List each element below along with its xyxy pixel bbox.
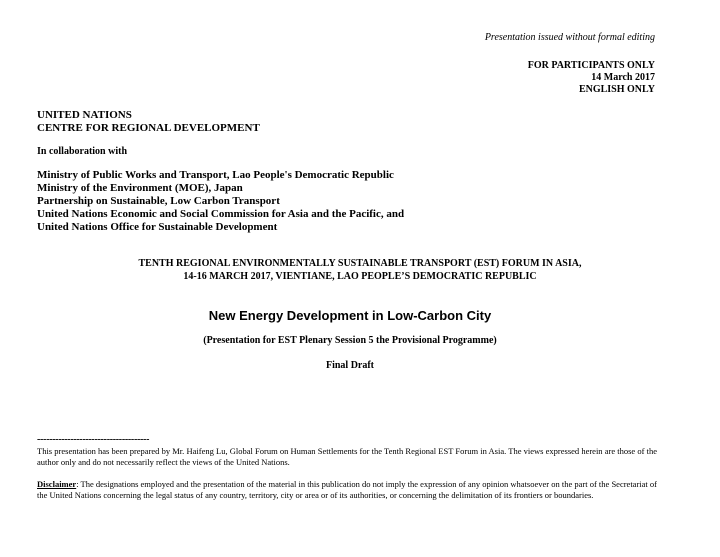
partners-list — [37, 169, 404, 234]
prepared-by-note: This presentation has been prepared by Mr. Haifeng Lu, Global Forum on Human Settlements for the Tenth Regional EST Forum in Asia. The views expressed herein are those of the author only and do not necessarily reflect the views of the United Nations. — [37, 446, 657, 467]
organization-line-2: CENTRE FOR REGIONAL DEVELOPMENT — [37, 122, 260, 134]
collaboration-label: In collaboration with — [37, 146, 128, 157]
partner-item: Partnership on Sustainable, Low Carbon Transport — [37, 195, 280, 207]
organization-line-1: UNITED NATIONS — [37, 109, 132, 121]
footnote-separator: ------------------------------------- — [37, 434, 150, 445]
disclaimer-text: : The designations employed and the presentation of the material in this publication do not imply the expression of any opinion whatsoever on the part of the Secretariat of the United Nations concerning the legal status of any country, territory, city or area or of its authorities, or concerning the delimitation of its frontiers or boundaries. — [37, 479, 657, 500]
presentation-subtitle: (Presentation for EST Plenary Session 5 the Provisional Programme) — [203, 335, 497, 346]
organization-block — [37, 109, 260, 135]
distribution-block — [528, 60, 655, 96]
draft-status: Final Draft — [325, 360, 375, 371]
disclaimer-paragraph — [37, 479, 657, 501]
editing-note: Presentation issued without formal editing — [484, 32, 655, 43]
document-date: 14 March 2017 — [591, 72, 655, 83]
participants-only-label: FOR PARTICIPANTS ONLY — [527, 60, 655, 71]
presentation-title: New Energy Development in Low-Carbon City — [208, 308, 492, 323]
forum-heading — [0, 257, 720, 283]
partner-item: United Nations Office for Sustainable Development — [37, 221, 278, 233]
forum-line-1: TENTH REGIONAL ENVIRONMENTALLY SUSTAINABLE TRANSPORT (EST) FORUM IN ASIA, — [138, 258, 582, 269]
partner-item: United Nations Economic and Social Commission for Asia and the Pacific, and — [37, 208, 405, 220]
partner-item: Ministry of Public Works and Transport, Lao People's Democratic Republic — [37, 169, 394, 181]
forum-line-2: 14-16 MARCH 2017, VIENTIANE, LAO PEOPLE’S DEMOCRATIC REPUBLIC — [183, 271, 537, 282]
partner-item: Ministry of the Environment (MOE), Japan — [37, 182, 243, 194]
disclaimer-label: Disclaimer — [37, 479, 77, 489]
language-label: ENGLISH ONLY — [578, 84, 655, 95]
